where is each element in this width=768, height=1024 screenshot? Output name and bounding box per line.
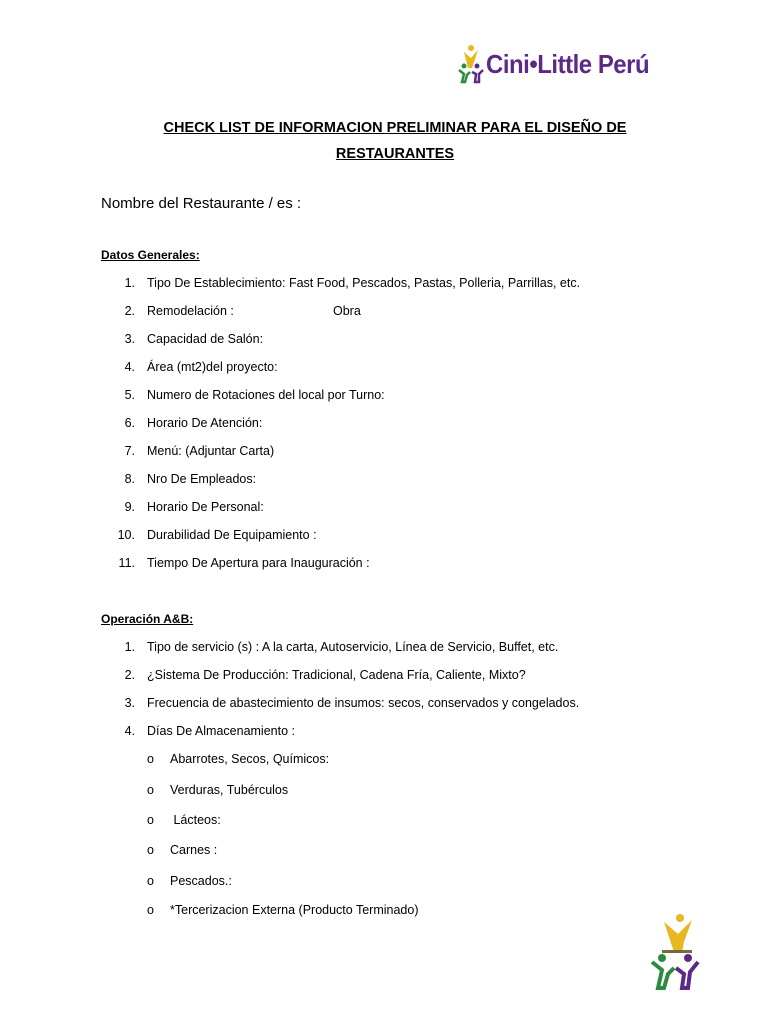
restaurant-name-label: Nombre del Restaurante / es : (101, 195, 302, 212)
bullet-icon: o (147, 783, 154, 797)
section-heading-datos-generales: Datos Generales: (101, 248, 200, 262)
brand-name: Cini•Little Perú (486, 48, 650, 79)
footer-logo (650, 912, 700, 997)
people-logo-icon (650, 912, 700, 992)
bullet-icon: o (147, 874, 154, 888)
bullet-icon: o (147, 813, 154, 827)
bullet-icon: o (147, 843, 154, 857)
people-logo-icon (458, 44, 484, 84)
bullet-icon: o (147, 903, 154, 917)
bullet-icon: o (147, 752, 154, 766)
brand-logo (458, 44, 663, 84)
document-title-line2: RESTAURANTES (335, 146, 455, 162)
section-heading-operacion-ab: Operación A&B: (101, 612, 194, 626)
document-title-line1: CHECK LIST DE INFORMACION PRELIMINAR PARA EL DISEÑO DE (163, 120, 627, 136)
obra-label: Obra (333, 304, 361, 318)
